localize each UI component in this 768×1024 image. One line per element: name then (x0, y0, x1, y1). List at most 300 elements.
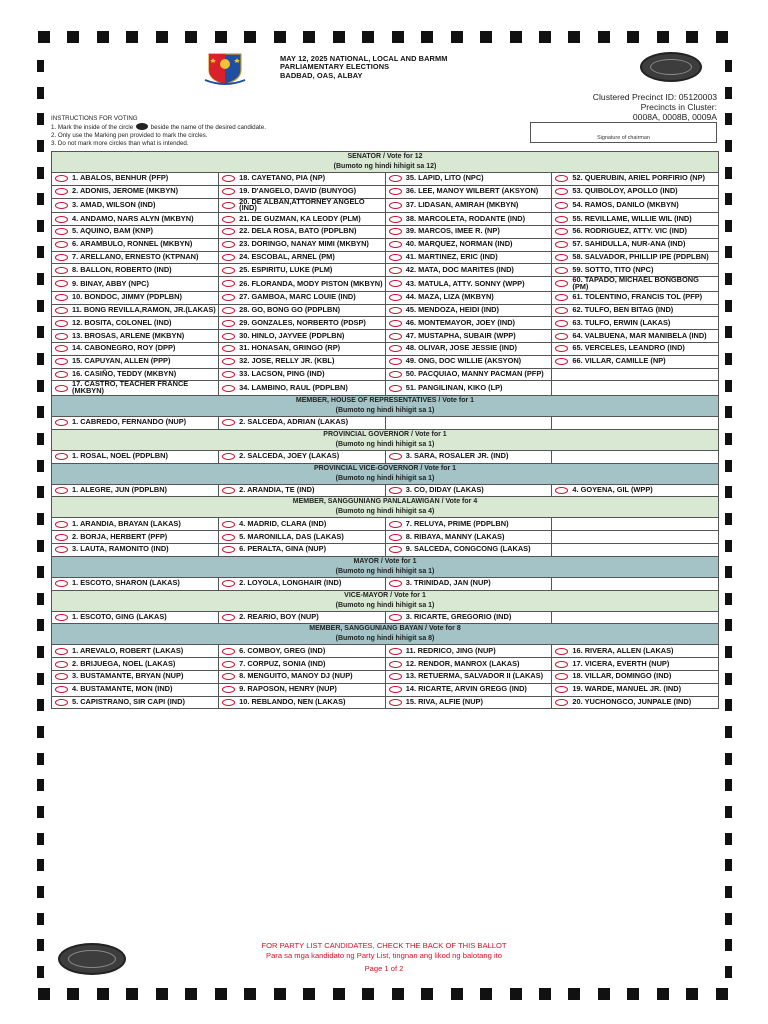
candidate-entry (389, 307, 550, 314)
vote-oval[interactable] (55, 188, 68, 195)
vote-oval[interactable] (555, 216, 568, 223)
candidate-row (52, 670, 719, 683)
vote-oval[interactable] (389, 546, 402, 553)
vote-oval[interactable] (389, 216, 402, 223)
candidate-entry (555, 686, 716, 693)
candidate-entry (389, 254, 550, 261)
candidate-option[interactable] (219, 658, 386, 671)
candidate-entry (222, 614, 383, 621)
candidate-entry (389, 330, 550, 340)
vote-oval[interactable] (389, 294, 402, 301)
candidate-name: 2. BRIJUEGA, NOEL (LAKAS) (72, 658, 176, 668)
vote-oval[interactable] (389, 320, 402, 327)
vote-oval[interactable] (55, 699, 68, 706)
vote-oval[interactable] (55, 521, 68, 528)
vote-oval[interactable] (55, 241, 68, 248)
candidate-option[interactable] (219, 518, 386, 531)
timing-mark (725, 87, 732, 99)
vote-oval[interactable] (55, 216, 68, 223)
vote-oval[interactable] (222, 241, 235, 248)
vote-oval[interactable] (555, 487, 568, 494)
candidate-row (52, 611, 719, 624)
candidate-entry (55, 673, 216, 680)
vote-oval[interactable] (55, 333, 68, 340)
candidate-option[interactable] (385, 251, 552, 264)
candidate-option[interactable] (385, 381, 552, 396)
vote-oval[interactable] (222, 419, 235, 426)
vote-oval[interactable] (222, 614, 235, 621)
vote-oval[interactable] (389, 175, 402, 182)
candidate-name: 56. RODRIGUEZ, ATTY. VIC (IND) (572, 226, 687, 236)
vote-oval[interactable] (389, 241, 402, 248)
candidate-option[interactable] (552, 198, 719, 213)
timing-mark (97, 988, 109, 1000)
empty-cell (552, 543, 719, 556)
vote-oval[interactable] (555, 699, 568, 706)
vote-oval[interactable] (555, 175, 568, 182)
voting-instructions (51, 115, 266, 148)
candidate-entry (55, 371, 216, 378)
timing-mark (510, 988, 522, 1000)
vote-oval[interactable] (555, 188, 568, 195)
vote-oval[interactable] (55, 202, 68, 209)
candidate-option[interactable] (52, 484, 219, 497)
candidate-option[interactable] (219, 342, 386, 355)
vote-oval[interactable] (222, 345, 235, 352)
vote-oval[interactable] (555, 358, 568, 365)
candidate-option[interactable] (52, 304, 219, 317)
candidate-entry (389, 358, 550, 365)
vote-oval[interactable] (55, 254, 68, 261)
vote-oval[interactable] (555, 241, 568, 248)
candidate-option[interactable] (52, 213, 219, 226)
candidate-option[interactable] (385, 277, 552, 292)
candidate-option[interactable] (52, 683, 219, 696)
candidate-name: 61. TOLENTINO, FRANCIS TOL (PFP) (572, 292, 703, 302)
candidate-option[interactable] (552, 251, 719, 264)
candidate-row (52, 484, 719, 497)
vote-oval[interactable] (555, 267, 568, 274)
candidate-name: 24. ESCOBAL, ARNEL (PM) (239, 252, 335, 262)
timing-mark (37, 833, 44, 845)
candidate-option[interactable] (552, 355, 719, 368)
candidate-entry (55, 580, 216, 587)
candidate-entry (389, 614, 550, 621)
vote-oval[interactable] (222, 333, 235, 340)
vote-oval[interactable] (389, 453, 402, 460)
vote-oval[interactable] (222, 267, 235, 274)
candidate-row (52, 185, 719, 198)
candidate-option[interactable] (552, 645, 719, 658)
candidate-entry (55, 487, 216, 494)
candidate-option[interactable] (385, 317, 552, 330)
candidate-option[interactable] (385, 577, 552, 590)
vote-oval[interactable] (389, 534, 402, 541)
timing-mark (568, 988, 580, 1000)
candidate-option[interactable] (219, 317, 386, 330)
candidate-name: 32. JOSE, RELLY JR. (KBL) (239, 356, 335, 366)
vote-oval[interactable] (222, 175, 235, 182)
vote-oval[interactable] (222, 280, 235, 287)
vote-oval[interactable] (222, 686, 235, 693)
candidate-option[interactable] (552, 696, 719, 709)
candidate-option[interactable] (219, 213, 386, 226)
vote-oval[interactable] (389, 280, 402, 287)
vote-oval[interactable] (55, 371, 68, 378)
timing-mark (37, 566, 44, 578)
vote-oval[interactable] (555, 202, 568, 209)
timing-mark (362, 988, 374, 1000)
timing-mark (598, 988, 610, 1000)
candidate-name: 45. MENDOZA, HEIDI (IND) (405, 305, 499, 315)
empty-cell (552, 381, 719, 396)
vote-oval[interactable] (55, 661, 68, 668)
vote-oval[interactable] (222, 546, 235, 553)
candidate-option[interactable] (385, 658, 552, 671)
candidate-option[interactable] (552, 225, 719, 238)
candidate-option[interactable] (552, 658, 719, 671)
vote-oval[interactable] (55, 534, 68, 541)
candidate-name: 40. MARQUEZ, NORMAN (IND) (405, 239, 513, 249)
candidate-option[interactable] (385, 368, 552, 381)
candidate-option[interactable] (52, 342, 219, 355)
vote-oval[interactable] (55, 686, 68, 693)
timing-mark (725, 593, 732, 605)
candidate-entry (389, 453, 550, 460)
bottom-timing-marks (38, 988, 728, 1000)
candidate-entry (222, 241, 383, 248)
candidate-option[interactable] (385, 238, 552, 251)
candidate-option[interactable] (552, 317, 719, 330)
candidate-option[interactable] (219, 531, 386, 544)
candidate-option[interactable] (52, 696, 219, 709)
candidate-option[interactable] (52, 185, 219, 198)
vote-oval[interactable] (389, 188, 402, 195)
vote-oval[interactable] (55, 546, 68, 553)
vote-oval[interactable] (389, 345, 402, 352)
vote-oval[interactable] (222, 202, 235, 209)
vote-oval[interactable] (389, 202, 402, 209)
vote-oval[interactable] (55, 358, 68, 365)
vote-oval[interactable] (222, 487, 235, 494)
candidate-option[interactable] (385, 330, 552, 343)
vote-oval[interactable] (389, 267, 402, 274)
candidate-option[interactable] (52, 416, 219, 429)
candidate-option[interactable] (385, 531, 552, 544)
candidate-option[interactable] (385, 225, 552, 238)
vote-oval[interactable] (555, 254, 568, 261)
timing-mark (37, 806, 44, 818)
candidate-option[interactable] (552, 683, 719, 696)
vote-oval[interactable] (55, 453, 68, 460)
vote-oval[interactable] (55, 614, 68, 621)
candidate-option[interactable] (385, 291, 552, 304)
vote-oval[interactable] (389, 673, 402, 680)
candidate-option[interactable] (385, 304, 552, 317)
candidate-option[interactable] (52, 291, 219, 304)
candidate-option[interactable] (52, 658, 219, 671)
timing-mark (725, 193, 732, 205)
vote-oval[interactable] (222, 216, 235, 223)
candidate-option[interactable] (219, 225, 386, 238)
candidate-name: 1. AREVALO, ROBERT (LAKAS) (72, 645, 184, 655)
precinct-cluster-list: 0008A, 0008B, 0009A (632, 112, 717, 122)
candidate-option[interactable] (52, 355, 219, 368)
candidate-option[interactable] (219, 683, 386, 696)
vote-oval[interactable] (389, 661, 402, 668)
candidate-name: 3. LAUTA, RAMONITO (IND) (72, 544, 169, 554)
timing-mark (686, 988, 698, 1000)
vote-oval[interactable] (55, 320, 68, 327)
page-number: Page 1 of 2 (364, 964, 404, 973)
candidate-option[interactable] (219, 277, 386, 292)
candidate-option[interactable] (385, 213, 552, 226)
candidate-option[interactable] (219, 450, 386, 463)
vote-oval[interactable] (555, 320, 568, 327)
vote-oval[interactable] (55, 487, 68, 494)
candidate-option[interactable] (219, 645, 386, 658)
candidate-option[interactable] (385, 611, 552, 624)
candidate-option[interactable] (552, 670, 719, 683)
vote-oval[interactable] (555, 648, 568, 655)
vote-oval[interactable] (555, 307, 568, 314)
candidate-name: 41. MARTINEZ, ERIC (IND) (405, 252, 498, 262)
candidate-option[interactable] (219, 577, 386, 590)
candidate-option[interactable] (52, 198, 219, 213)
candidate-option[interactable] (219, 251, 386, 264)
chairman-signature-box[interactable] (530, 122, 717, 143)
candidate-option[interactable] (52, 543, 219, 556)
contest-header (52, 395, 719, 416)
candidate-option[interactable] (385, 173, 552, 186)
candidate-option[interactable] (52, 577, 219, 590)
candidate-option[interactable] (219, 696, 386, 709)
timing-mark (37, 753, 44, 765)
candidate-name: 15. RIVA, ALFIE (NUP) (405, 696, 483, 706)
candidate-row (52, 342, 719, 355)
candidate-option[interactable] (219, 304, 386, 317)
vote-oval[interactable] (55, 280, 68, 287)
vote-oval[interactable] (222, 294, 235, 301)
candidate-option[interactable] (219, 484, 386, 497)
vote-oval[interactable] (389, 487, 402, 494)
vote-oval[interactable] (55, 175, 68, 182)
candidate-option[interactable] (52, 611, 219, 624)
vote-oval[interactable] (222, 521, 235, 528)
timing-mark (67, 988, 79, 1000)
candidate-option[interactable] (552, 291, 719, 304)
candidate-option[interactable] (552, 277, 719, 292)
candidate-option[interactable] (385, 484, 552, 497)
vote-oval[interactable] (555, 333, 568, 340)
candidate-option[interactable] (219, 291, 386, 304)
candidate-name: 42. MATA, DOC MARITES (IND) (405, 264, 514, 274)
candidate-option[interactable] (385, 264, 552, 277)
vote-oval[interactable] (55, 648, 68, 655)
top-right-seal-stamp (640, 52, 702, 82)
empty-cell (552, 531, 719, 544)
candidate-option[interactable] (219, 611, 386, 624)
candidate-entry (55, 658, 216, 668)
contest-header (52, 463, 719, 484)
vote-oval[interactable] (389, 307, 402, 314)
candidate-option[interactable] (552, 484, 719, 497)
signature-label: Signature of chairman (597, 135, 650, 141)
candidate-option[interactable] (385, 670, 552, 683)
vote-oval[interactable] (222, 580, 235, 587)
candidate-option[interactable] (52, 317, 219, 330)
vote-oval[interactable] (389, 686, 402, 693)
candidate-option[interactable] (52, 264, 219, 277)
candidate-row (52, 291, 719, 304)
candidate-option[interactable] (385, 198, 552, 213)
vote-oval[interactable] (389, 228, 402, 235)
timing-mark (37, 699, 44, 711)
vote-oval[interactable] (389, 699, 402, 706)
timing-mark (725, 433, 732, 445)
candidate-option[interactable] (385, 185, 552, 198)
candidate-option[interactable] (552, 213, 719, 226)
candidate-option[interactable] (219, 198, 386, 213)
vote-oval[interactable] (555, 661, 568, 668)
candidate-name: 57. SAHIDULLA, NUR-ANA (IND) (572, 239, 686, 249)
vote-oval[interactable] (389, 614, 402, 621)
candidate-option[interactable] (219, 416, 386, 429)
empty-cell (552, 450, 719, 463)
vote-oval[interactable] (222, 453, 235, 460)
candidate-option[interactable] (219, 543, 386, 556)
candidate-option[interactable] (219, 670, 386, 683)
candidate-option[interactable] (552, 185, 719, 198)
timing-mark (215, 31, 227, 43)
candidate-entry (222, 294, 383, 301)
vote-oval[interactable] (222, 254, 235, 261)
candidate-entry (389, 264, 550, 274)
candidate-option[interactable] (385, 518, 552, 531)
vote-oval[interactable] (222, 673, 235, 680)
vote-oval[interactable] (555, 294, 568, 301)
candidate-option[interactable] (219, 330, 386, 343)
vote-oval[interactable] (55, 673, 68, 680)
vote-oval[interactable] (389, 385, 402, 392)
candidate-option[interactable] (219, 368, 386, 381)
vote-oval[interactable] (389, 521, 402, 528)
vote-oval[interactable] (222, 385, 235, 392)
timing-mark (451, 988, 463, 1000)
candidate-option[interactable] (52, 251, 219, 264)
vote-oval[interactable] (389, 580, 402, 587)
vote-oval[interactable] (55, 294, 68, 301)
candidate-option[interactable] (219, 355, 386, 368)
vote-oval[interactable] (222, 371, 235, 378)
candidate-option[interactable] (52, 330, 219, 343)
candidate-option[interactable] (219, 264, 386, 277)
candidate-name: 47. MUSTAPHA, SUBAIR (WPP) (405, 330, 516, 340)
candidate-option[interactable] (219, 238, 386, 251)
vote-oval[interactable] (222, 699, 235, 706)
vote-oval[interactable] (555, 345, 568, 352)
candidate-option[interactable] (52, 645, 219, 658)
candidate-name: 5. AQUINO, BAM (KNP) (72, 226, 154, 236)
vote-oval[interactable] (222, 228, 235, 235)
candidate-option[interactable] (385, 355, 552, 368)
candidate-option[interactable] (385, 645, 552, 658)
vote-oval[interactable] (222, 358, 235, 365)
candidate-option[interactable] (552, 342, 719, 355)
vote-oval[interactable] (389, 333, 402, 340)
candidate-row (52, 277, 719, 292)
timing-mark (421, 31, 433, 43)
vote-oval[interactable] (55, 385, 68, 392)
vote-oval[interactable] (55, 307, 68, 314)
candidate-entry (55, 531, 216, 541)
vote-oval[interactable] (555, 228, 568, 235)
vote-oval[interactable] (222, 661, 235, 668)
timing-mark (725, 460, 732, 472)
candidate-option[interactable] (52, 531, 219, 544)
candidate-option[interactable] (52, 450, 219, 463)
vote-oval[interactable] (222, 648, 235, 655)
candidate-option[interactable] (52, 670, 219, 683)
filled-oval-icon (136, 123, 148, 130)
candidate-option[interactable] (552, 238, 719, 251)
candidate-entry (222, 196, 383, 213)
candidate-name: 25. ESPIRITU, LUKE (PLM) (239, 264, 333, 274)
candidate-entry (222, 696, 383, 706)
vote-oval[interactable] (389, 371, 402, 378)
vote-oval[interactable] (389, 648, 402, 655)
candidate-option[interactable] (52, 518, 219, 531)
candidate-option[interactable] (385, 342, 552, 355)
candidate-row (52, 683, 719, 696)
timing-mark (156, 988, 168, 1000)
candidate-option[interactable] (552, 330, 719, 343)
candidate-row (52, 304, 719, 317)
candidate-option[interactable] (385, 683, 552, 696)
candidate-option[interactable] (52, 173, 219, 186)
timing-mark (539, 988, 551, 1000)
candidate-option[interactable] (219, 381, 386, 396)
vote-oval[interactable] (389, 254, 402, 261)
vote-oval[interactable] (55, 228, 68, 235)
candidate-option[interactable] (52, 225, 219, 238)
candidate-entry (222, 280, 383, 287)
vote-oval[interactable] (555, 673, 568, 680)
vote-oval[interactable] (222, 320, 235, 327)
candidate-option[interactable] (385, 450, 552, 463)
contest-header (52, 590, 719, 611)
candidate-option[interactable] (385, 543, 552, 556)
vote-oval[interactable] (55, 419, 68, 426)
vote-oval[interactable] (555, 280, 568, 287)
vote-oval[interactable] (389, 358, 402, 365)
candidate-option[interactable] (552, 304, 719, 317)
vote-oval[interactable] (55, 267, 68, 274)
candidate-option[interactable] (52, 238, 219, 251)
vote-oval[interactable] (222, 534, 235, 541)
candidate-option[interactable] (552, 173, 719, 186)
vote-oval[interactable] (222, 188, 235, 195)
vote-oval[interactable] (555, 686, 568, 693)
vote-oval[interactable] (55, 580, 68, 587)
vote-oval[interactable] (222, 307, 235, 314)
vote-oval[interactable] (55, 345, 68, 352)
candidate-option[interactable] (52, 381, 219, 396)
candidate-option[interactable] (219, 173, 386, 186)
candidate-entry (222, 307, 383, 314)
candidate-option[interactable] (52, 277, 219, 292)
candidate-option[interactable] (385, 696, 552, 709)
